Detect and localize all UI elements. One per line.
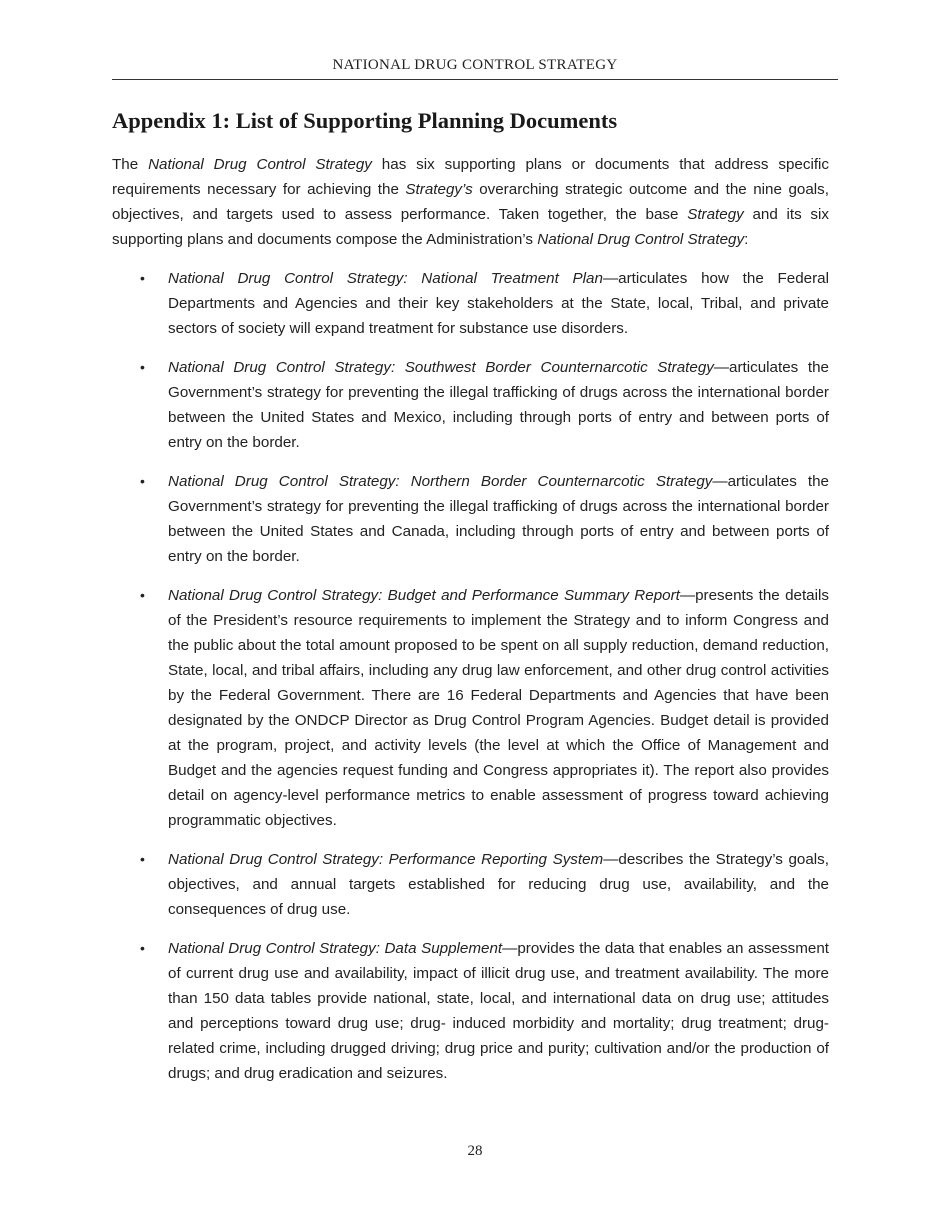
item-title: National Drug Control Strategy: Data Supplement (168, 940, 503, 957)
item-title: National Drug Control Strategy: National Treatment Plan (168, 270, 603, 287)
item-title: National Drug Control Strategy: Performance Reporting System (168, 851, 604, 868)
list-item (112, 936, 829, 1086)
bullet-icon: • (140, 851, 145, 867)
intro-paragraph (112, 152, 829, 252)
bullet-icon: • (140, 587, 145, 603)
bullet-icon: • (140, 473, 145, 489)
intro-text-2: has six supporting plans or documents that address specific requirements necessary for achieving the (112, 156, 830, 198)
header-rule (112, 79, 838, 80)
item-description: —presents the details of the President’s resource requirements to implement the Strategy and to inform Congress and the public about the total amount proposed to be spent on all supply reduction, demand reduction, State, local, and tribal affairs, including any drug law enforcement, and other drug control activities by the Federal Government. There are 16 Federal Departments and Agencies that have been designated by the ONDCP Director as Drug Control Program Agencies. Budget detail is provided at the program, project, and activity levels (the level at which the Office of Management and Budget and the agencies request funding and Congress appropriates it). The report also provides detail on agency-level performance metrics to enable assessment of progress toward achieving programmatic objectives. (168, 587, 829, 829)
page-title: Appendix 1: List of Supporting Planning Documents (112, 108, 618, 133)
list-item (112, 847, 829, 922)
bullet-icon: • (140, 270, 145, 286)
bullet-icon: • (140, 359, 145, 375)
item-title: National Drug Control Strategy: Budget and Performance Summary Report (168, 587, 680, 604)
intro-italic-1: National Drug Control Strategy (148, 156, 372, 173)
list-item (112, 469, 829, 569)
item-description: —articulates how the Federal Departments and Agencies and their key stakeholders at the State, local, Tribal, and private sectors of society will expand treatment for substance use disorders. (168, 270, 829, 337)
list-item (112, 266, 829, 341)
intro-italic-2: Strategy’s (405, 181, 473, 198)
list-item (112, 355, 829, 455)
intro-text-1: The (112, 156, 149, 173)
item-description: —describes the Strategy’s goals, objectives, and annual targets established for reducing drug use, availability, and the consequences of drug use. (168, 851, 829, 918)
intro-italic-3: Strategy (687, 206, 744, 223)
list-item (112, 583, 829, 833)
item-title: National Drug Control Strategy: Southwest Border Counternarcotic Strategy (168, 359, 714, 376)
intro-text-5: : (744, 231, 749, 248)
item-description: —articulates the Government’s strategy for preventing the illegal trafficking of drugs across the international border between the United States and Mexico, including through ports of entry and between ports of entry on the border. (168, 359, 829, 451)
item-description: —provides the data that enables an assessment of current drug use and availability, impact of illicit drug use, and treatment availability. The more than 150 data tables provide national, state, local, and international data on drug use; attitudes and perceptions toward drug use; drug- induced morbidity and mortality; drug treatment; drug-related crime, including drugged driving; drug price and purity; cultivation and/or the production of drugs; and drug eradication and seizures. (168, 940, 829, 1082)
supporting-documents-list (112, 266, 829, 1100)
running-header: NATIONAL DRUG CONTROL STRATEGY (332, 57, 618, 73)
item-description: —articulates the Government’s strategy for preventing the illegal trafficking of drugs across the international border between the United States and Canada, including through ports of entry and between ports of entry on the border. (168, 473, 829, 565)
bullet-icon: • (140, 940, 145, 956)
intro-italic-4: National Drug Control Strategy (537, 231, 745, 248)
intro-text-3: overarching strategic outcome and the nine goals, objectives, and targets used to assess performance. Taken together, the base (112, 181, 829, 223)
item-title: National Drug Control Strategy: Northern Border Counternarcotic Strategy (168, 473, 713, 490)
page-number: 28 (467, 1143, 483, 1159)
intro-text-4: and its six supporting plans and documents compose the Administration’s (112, 206, 829, 248)
